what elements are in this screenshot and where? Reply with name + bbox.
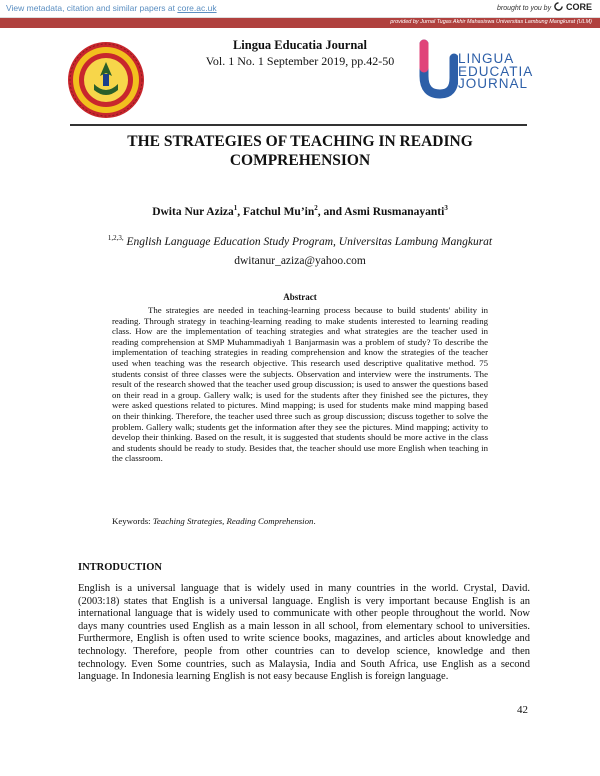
abstract-body: The strategies are needed in teaching-learning process because to build students' ability in reading. Through strategy in teaching-learning reading to make students interested to learning reading class. How are the implementation of teaching strategies and what strategies are the teacher used in reading comprehension at SMP Muhammadiyah 1 Banjarmasin was a problem of study? To describe the implementation of teaching strategies in reading comprehension and know the strategies of the teacher used when teaching was the research objective. This research used descriptive qualitative method. 75 students consist of three classes were the subjects. Observation and interview were the instruments. The result of the research showed that the teacher used group discussion; is used to answer the questions based on their read in a group. Gallery walk; is used for the students after they finished see the pictures, they were asked questions related to pictures. Mind mapping; is used for students make mind mapping based on their thinking. Therefore, the teacher used three such as group discussion; discuss together to solve the problem. Gallery walk; students get the information after they see the pictures. Mind mapping; activity to develop their thinking. Based on the result, it is suggested that students should be more active in the class and students should be ready to study. Besides that, the teacher should use more English when teaching in the classroom. — [112, 305, 488, 464]
brought-by-label: brought to you by — [496, 5, 552, 12]
title-line-1: THE STRATEGIES OF TEACHING IN READING — [127, 133, 473, 150]
affiliation-sup: 1,2,3, — [107, 234, 124, 242]
logo-line-3: JOURNAL — [458, 76, 529, 91]
keywords-list: Teaching Strategies, Reading Comprehension — [152, 516, 314, 526]
title-line-2: COMPREHENSION — [229, 152, 371, 169]
author-list: Dwita Nur Aziza$^1$, Fatchul $Mu’in^2$, and Asmi Rusmanayanti$^3$ — [152, 204, 448, 218]
author-1-sup: 1 — [233, 204, 238, 212]
journal-logo-text — [458, 53, 533, 91]
logo-line-2: EDUCATIA — [458, 63, 534, 79]
abstract-heading: Abstract — [283, 292, 317, 302]
affiliation-text: English Language Education Study Program, Universitas Lambung Mangkurat — [126, 235, 493, 248]
core-provider-bar — [0, 18, 600, 28]
core-banner — [0, 0, 600, 18]
core-link[interactable]: core.ac.uk — [177, 3, 217, 13]
affiliation — [80, 234, 520, 248]
core-logo-icon — [554, 2, 563, 11]
author-3: Asmi Rusmanayanti — [344, 205, 445, 218]
author-3-sup: 3 — [444, 204, 448, 212]
provided-by-text: provided by Jurnal Tugas Akhir Mahasiswa Universitas Lambung Mangkurat (ULM) — [390, 19, 592, 25]
journal-volume: Vol. 1 No. 1 September 2019, pp.42-50 — [205, 54, 395, 68]
logo-line-1: LINGUA — [458, 51, 515, 66]
core-metadata-label: View metadata, citation and similar papers at — [6, 3, 178, 13]
core-metadata-text — [6, 3, 217, 13]
header-divider — [70, 124, 527, 126]
author-1: Dwita Nur Aziza — [152, 205, 234, 218]
author-2: Fatchul Mu’in — [243, 205, 315, 218]
introduction-paragraph: English is a universal language that is widely used in many countries in the world. Crystal, David. (2003:18) states that English is a universal language. English is very important because English is an international language that is widely used to communicate with other people throughout the world. Now days many countries used English as a main lesson in all school, from elementary school to universities. Furthermore, English is often used to write science books, magazines, and articles about knowledge and technology. Therefore, people from other countries can to develop science, knowledge and then technology. Even Some countries, such as Malaysia, India and South Africa, use English as a second language. In Indonesia learning English is not easy because English is foreign language. — [78, 583, 530, 683]
core-label: CORE — [565, 2, 592, 12]
university-seal-icon — [66, 40, 146, 120]
authors-and: , and — [317, 205, 345, 218]
journal-name: Lingua Educatia Journal — [232, 38, 368, 52]
keywords-label: Keywords: — [112, 516, 153, 526]
journal-header — [190, 38, 410, 69]
lingua-educatia-logo — [418, 38, 534, 100]
page-number: 42 — [517, 704, 528, 716]
section-heading-introduction: INTRODUCTION — [78, 562, 163, 573]
journal-logo-icon — [418, 38, 458, 100]
keywords-end: . — [313, 516, 316, 526]
core-brought-by[interactable] — [497, 2, 592, 12]
keywords — [112, 516, 316, 526]
paper-title — [90, 132, 510, 170]
author-2-sup: 2 — [314, 204, 318, 212]
author-email: dwitanur_aziza@yahoo.com — [234, 255, 366, 267]
